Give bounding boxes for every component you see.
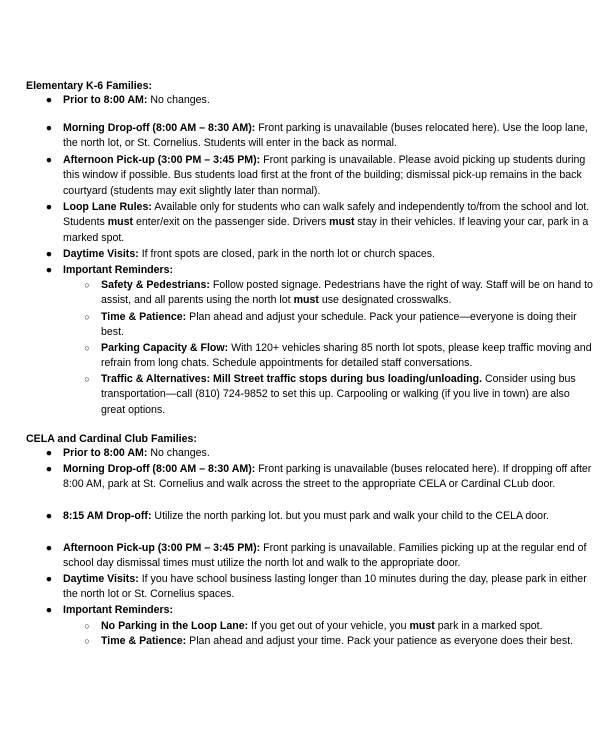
- section-heading-elementary: Elementary K-6 Families:: [26, 80, 152, 92]
- list-item-important-reminders: [45, 603, 593, 618]
- item-label: 8:15 AM Drop-off:: [63, 510, 152, 522]
- list-item-loop-lane-rules: [45, 200, 593, 246]
- bullet-icon: ●: [45, 604, 53, 616]
- list-item-morning-dropoff: [45, 121, 593, 152]
- list-item-important-reminders: [45, 263, 593, 278]
- item-text: No changes.: [147, 94, 210, 106]
- sub-bullet-icon: ○: [84, 621, 90, 631]
- item-text: Front parking is unavailable. Families picking up at the regular end of school day dismissal times must utilize the north lot and walk to the appropriate door.: [63, 542, 587, 570]
- item-text: If you have school business lasting longer than 10 minutes during the day, please park in either the north lot or St. Cornelius spaces.: [63, 573, 587, 601]
- sub-item-time-patience: [84, 634, 593, 649]
- bullet-icon: ●: [45, 264, 53, 276]
- bullet-icon: ●: [45, 463, 53, 475]
- sub-item-label: Time & Patience:: [101, 311, 187, 323]
- sub-item-safety-pedestrians: [84, 278, 593, 309]
- item-label: Important Reminders:: [63, 264, 174, 276]
- sub-item-text: Plan ahead and adjust your time. Pack your patience as everyone does their best.: [186, 635, 574, 647]
- item-text: enter/exit on the passenger side. Drivers: [133, 216, 330, 229]
- bullet-icon: ●: [45, 542, 53, 554]
- item-label: Daytime Visits:: [63, 248, 139, 260]
- item-text: If front spots are closed, park in the north lot or church spaces.: [138, 248, 435, 260]
- item-text: Front parking is unavailable (buses relocated here). Use the loop lane, the north lot, or St. Cornelius. Students will enter in the back as normal.: [63, 122, 588, 150]
- sub-item-text: use designated crosswalks.: [318, 294, 452, 307]
- list-item-815-dropoff: [45, 509, 593, 524]
- bullet-icon: ●: [45, 573, 53, 585]
- item-label: Daytime Visits:: [63, 573, 139, 585]
- sub-item-label: No Parking in the Loop Lane:: [101, 620, 249, 632]
- list-item-morning-dropoff: [45, 462, 593, 493]
- sub-item-text: park in a marked spot.: [434, 620, 543, 632]
- bullet-icon: ●: [45, 201, 53, 213]
- emphasis-must: must: [329, 216, 355, 229]
- sub-bullet-icon: ○: [84, 280, 90, 290]
- list-item-prior-8am: [45, 93, 593, 108]
- item-label: Important Reminders:: [63, 604, 174, 616]
- item-text: Available only for students who can walk safely and independently to/from the school and lot. Students: [63, 201, 590, 229]
- sub-item-text: Follow posted signage. Pedestrians have the right of way. Staff will be on hand to assist, and all parents using the north lot: [101, 279, 593, 307]
- item-label: Morning Drop-off (8:00 AM – 8:30 AM):: [63, 463, 256, 475]
- list-item-afternoon-pickup: [45, 541, 593, 572]
- emphasis-must: must: [409, 620, 435, 632]
- sub-bullet-icon: ○: [84, 636, 90, 646]
- sub-item-parking-capacity: [84, 341, 593, 372]
- sub-item-label: Traffic & Alternatives: Mill Street traffic stops during bus loading/unloading.: [101, 373, 483, 385]
- bullet-icon: ●: [45, 154, 53, 166]
- sub-item-label: Safety & Pedestrians:: [101, 279, 210, 291]
- list-item-afternoon-pickup: [45, 153, 593, 199]
- list-item-prior-8am: [45, 446, 593, 461]
- list-item-daytime-visits: [45, 572, 593, 603]
- item-label: Afternoon Pick-up (3:00 PM – 3:45 PM):: [63, 542, 261, 554]
- item-text: No changes.: [147, 447, 210, 459]
- sub-item-label: Time & Patience:: [101, 635, 187, 647]
- emphasis-must: must: [107, 216, 134, 229]
- item-text: Front parking is unavailable. Please avoid picking up students during this window if possible. Bus students load first at the front of the building; dismissal pick-up remains in the back courtyard (students may exit slightly later than normal).: [63, 154, 586, 197]
- sub-item-text: Plan ahead and adjust your schedule. Pack your patience—everyone is doing their best.: [101, 311, 577, 339]
- sub-item-no-parking-loop: [84, 619, 593, 634]
- sub-bullet-icon: ○: [84, 374, 90, 384]
- sub-item-label: Parking Capacity & Flow:: [101, 342, 229, 354]
- sub-bullet-icon: ○: [84, 312, 90, 322]
- item-text: stay in their vehicles. If leaving your car, park in a marked spot.: [63, 216, 589, 244]
- sub-item-text: If you get out of your vehicle, you: [248, 620, 410, 632]
- item-label: Prior to 8:00 AM:: [63, 94, 148, 106]
- sub-item-text: With 120+ vehicles sharing 85 north lot spots, please keep traffic moving and refrain from long chats. Schedule appointments for detailed staff conversations.: [101, 342, 592, 370]
- item-text: Front parking is unavailable (buses relocated here). If dropping off after 8:00 AM, park at St. Cornelius and walk across the street to the appropriate CELA or Cardinal CLub door.: [63, 463, 592, 491]
- item-label: Morning Drop-off (8:00 AM – 8:30 AM):: [63, 122, 256, 134]
- emphasis-must: must: [293, 294, 319, 307]
- bullet-icon: ●: [45, 447, 53, 459]
- item-label: Prior to 8:00 AM:: [63, 447, 148, 459]
- sub-bullet-icon: ○: [84, 343, 90, 353]
- bullet-icon: ●: [45, 510, 53, 522]
- sub-item-traffic-alternatives: [84, 372, 593, 418]
- list-item-daytime-visits: [45, 247, 593, 262]
- sub-item-text: Consider using bus transportation—call (810) 724-9852 to set this up. Carpooling or walking (if you live in town) are also great options.: [101, 373, 576, 416]
- bullet-icon: ●: [45, 94, 53, 106]
- bullet-icon: ●: [45, 248, 53, 260]
- item-label: Loop Lane Rules:: [63, 201, 152, 213]
- sub-item-time-patience: [84, 310, 593, 341]
- item-label: Afternoon Pick-up (3:00 PM – 3:45 PM):: [63, 154, 261, 166]
- bullet-icon: ●: [45, 122, 53, 134]
- item-text: Utilize the north parking lot. but you must park and walk your child to the CELA door.: [151, 510, 549, 522]
- section-heading-cela: CELA and Cardinal Club Families:: [26, 433, 197, 445]
